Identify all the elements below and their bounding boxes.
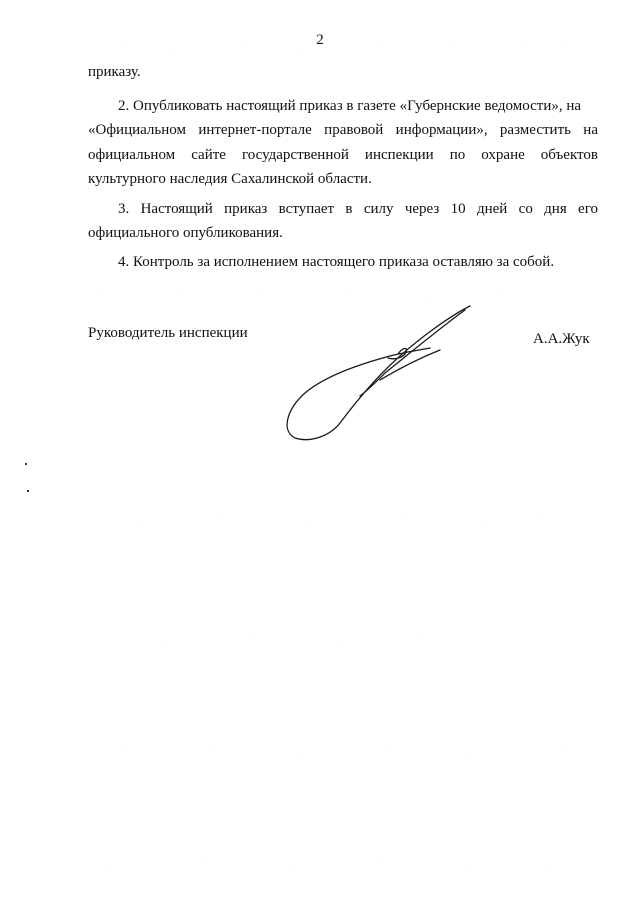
- paragraph-4-line-1: 4. Контроль за исполнением настоящего приказа оставляю за собой.: [118, 254, 555, 270]
- signatory-name: А.А.Жук: [533, 331, 590, 347]
- paragraph-2-line-4: культурного наследия Сахалинской области.: [88, 171, 372, 187]
- paragraph-2-line-1: 2. Опубликовать настоящий приказ в газете «Губернские ведомости», на: [118, 98, 582, 114]
- paragraph-1-line-1: приказу.: [88, 64, 141, 80]
- handwritten-signature: [280, 298, 480, 448]
- paragraph-3-line-1: 3. Настоящий приказ вступает в силу через 10 дней со дня его: [118, 201, 598, 217]
- paragraph-2-line-2: «Официальном интернет-портале правовой информации», разместить на: [88, 122, 598, 138]
- paragraph-2-line-3: официальном сайте государственной инспекции по охране объектов: [88, 147, 598, 163]
- page-number: 2: [316, 32, 324, 48]
- paragraph-3-line-2: официального опубликования.: [88, 225, 283, 241]
- signatory-title: Руководитель инспекции: [88, 325, 248, 341]
